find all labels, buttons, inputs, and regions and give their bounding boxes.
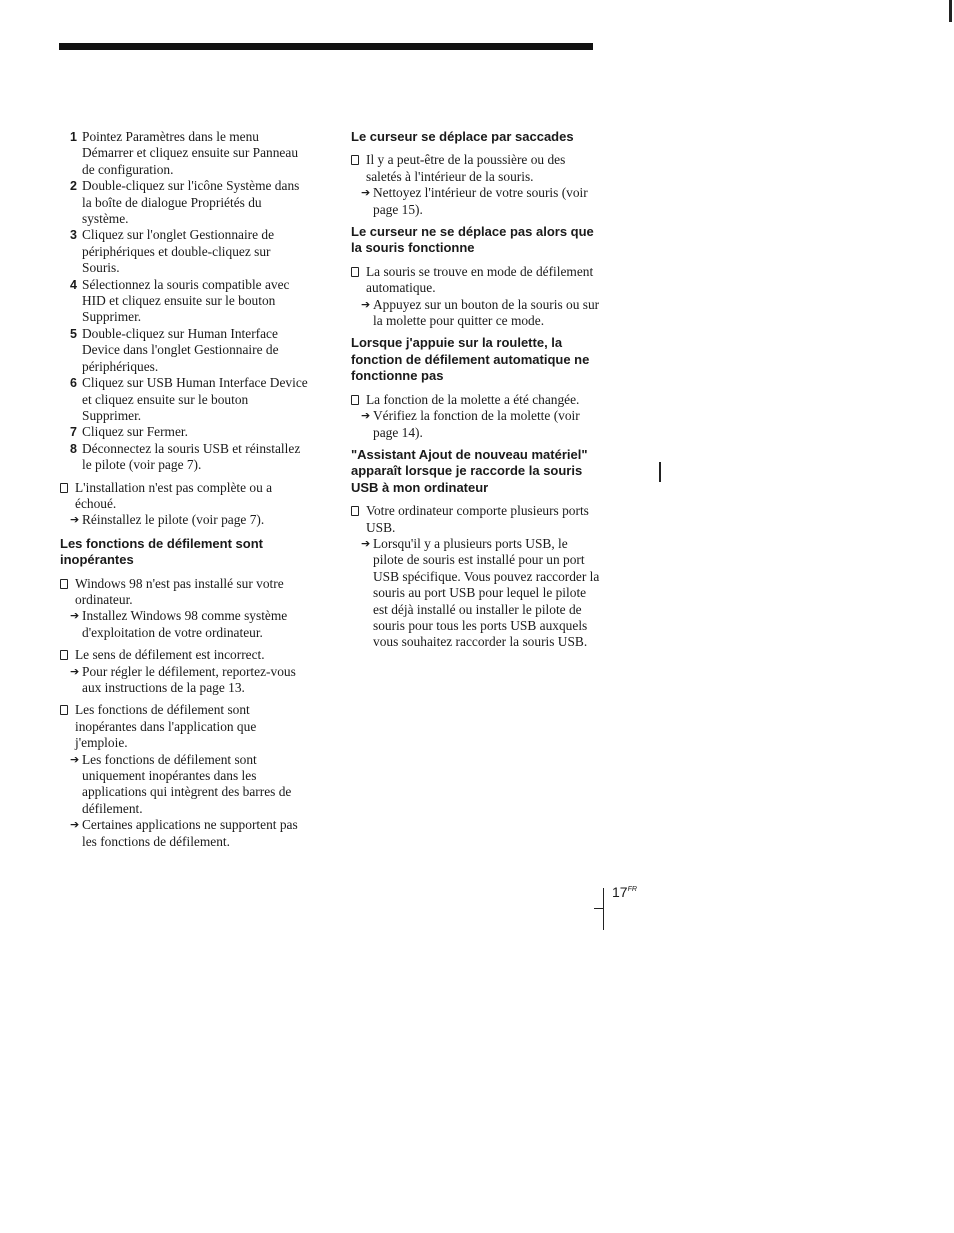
arrow-right-icon: ➔ bbox=[361, 409, 371, 423]
right-column bbox=[351, 129, 601, 651]
checkbox-square-icon bbox=[351, 506, 359, 516]
step-number: 1 bbox=[70, 130, 77, 144]
checkbox-square-icon bbox=[60, 483, 68, 493]
problem-text: Le sens de défilement est incorrect. bbox=[75, 647, 265, 663]
header-rule bbox=[59, 43, 593, 50]
solution-item bbox=[60, 664, 310, 697]
step-text: Cliquez sur Fermer. bbox=[82, 424, 188, 440]
solution-item bbox=[351, 185, 601, 218]
step-item bbox=[60, 178, 310, 227]
page-marker-tick bbox=[594, 908, 603, 909]
problem-text: L'installation n'est pas complète ou a échoué. bbox=[75, 479, 273, 511]
solution-text: Certaines applications ne supportent pas les fonctions de défilement. bbox=[82, 817, 298, 849]
step-item bbox=[60, 441, 310, 474]
crop-mark bbox=[659, 462, 661, 482]
problem-item bbox=[351, 152, 601, 185]
solution-text: Appuyez sur un bouton de la souris ou sur la molette pour quitter ce mode. bbox=[373, 296, 600, 329]
edge-mark bbox=[949, 0, 952, 22]
problem-item bbox=[351, 503, 601, 536]
step-text: Cliquez sur USB Human Interface Device et cliquez ensuite sur le bouton Supprimer. bbox=[82, 375, 308, 423]
step-number: 7 bbox=[70, 425, 77, 440]
left-column bbox=[60, 129, 310, 850]
step-item bbox=[60, 227, 310, 276]
solution-item bbox=[60, 752, 310, 818]
section-heading: "Assistant Ajout de nouveau matériel" apparaît lorsque je raccorde la souris USB à mon ordinateur bbox=[351, 446, 588, 495]
step-item bbox=[60, 424, 310, 440]
arrow-right-icon: ➔ bbox=[361, 297, 371, 311]
step-number: 3 bbox=[70, 228, 77, 243]
solution-text: Nettoyez l'intérieur de votre souris (voir page 15). bbox=[373, 185, 588, 217]
procedure-steps bbox=[60, 129, 310, 474]
step-number: 6 bbox=[70, 376, 77, 391]
solution-text: Pour régler le défilement, reportez-vous aux instructions de la page 13. bbox=[82, 663, 296, 695]
solution-item bbox=[60, 817, 310, 850]
step-text: Pointez Paramètres dans le menu Démarrer et cliquez ensuite sur Panneau de configuration. bbox=[82, 129, 299, 177]
arrow-right-icon: ➔ bbox=[70, 818, 80, 832]
problem-text: Il y a peut-être de la poussière ou des saletés à l'intérieur de la souris. bbox=[366, 152, 566, 184]
problem-item bbox=[60, 702, 310, 751]
solution-text: Vérifiez la fonction de la molette (voir page 14). bbox=[373, 408, 580, 440]
solution-text: Lorsqu'il y a plusieurs ports USB, le pilote de souris est installé pour un port USB spécifique. Vous pouvez raccorder la souris au port USB pour lequel le pilote est déjà installé ou installer le pilote de souris pour tous les ports USB auxquels vous souhaitez raccorder la souris USB. bbox=[373, 535, 600, 650]
solution-item bbox=[351, 297, 601, 330]
arrow-right-icon: ➔ bbox=[70, 513, 80, 527]
solution-text: Installez Windows 98 comme système d'exploitation de votre ordinateur. bbox=[82, 608, 288, 640]
step-number: 4 bbox=[70, 277, 77, 292]
problem-item bbox=[60, 576, 310, 609]
arrow-right-icon: ➔ bbox=[70, 752, 80, 766]
checkbox-square-icon bbox=[60, 650, 68, 660]
checkbox-square-icon bbox=[60, 705, 68, 715]
solution-item bbox=[351, 536, 601, 651]
problem-text: La fonction de la molette a été changée. bbox=[366, 391, 580, 407]
language-code: FR bbox=[627, 886, 637, 893]
problem-item bbox=[351, 264, 601, 297]
arrow-right-icon: ➔ bbox=[361, 186, 371, 200]
checkbox-square-icon bbox=[351, 395, 359, 405]
problem-item bbox=[351, 392, 601, 408]
step-text: Double-cliquez sur Human Interface Device dans l'onglet Gestionnaire de périphériques. bbox=[82, 325, 279, 374]
section-heading: Lorsque j'appuie sur la roulette, la fonction de défilement automatique ne fonctionne pas bbox=[351, 335, 590, 384]
step-text: Déconnectez la souris USB et réinstallez le pilote (voir page 7). bbox=[82, 440, 301, 473]
solution-text: Les fonctions de défilement sont uniquement inopérantes dans les applications qui intègrent des barres de défilement. bbox=[82, 751, 292, 816]
page-number bbox=[612, 884, 637, 900]
step-text: Sélectionnez la souris compatible avec HID et cliquez ensuite sur le bouton Supprimer. bbox=[82, 276, 290, 325]
arrow-right-icon: ➔ bbox=[361, 536, 371, 550]
step-text: Double-cliquez sur l'icône Système dans la boîte de dialogue Propriétés du système. bbox=[82, 178, 300, 227]
solution-text: Réinstallez le pilote (voir page 7). bbox=[82, 512, 265, 528]
step-text: Cliquez sur l'onglet Gestionnaire de périphériques et double-cliquez sur Souris. bbox=[82, 227, 275, 276]
step-number: 5 bbox=[70, 326, 77, 341]
step-item bbox=[60, 375, 310, 424]
section-heading: Les fonctions de défilement sont inopérantes bbox=[60, 535, 263, 568]
step-item bbox=[60, 129, 310, 178]
page-marker-line bbox=[603, 888, 604, 930]
problem-item bbox=[60, 480, 310, 513]
problem-item bbox=[60, 647, 310, 663]
page-number-value: 17 bbox=[612, 884, 628, 900]
step-item bbox=[60, 277, 310, 326]
section-heading: Le curseur ne se déplace pas alors que la souris fonctionne bbox=[351, 224, 594, 256]
checkbox-square-icon bbox=[60, 579, 68, 589]
step-number: 2 bbox=[70, 179, 77, 194]
problem-text: Votre ordinateur comporte plusieurs ports USB. bbox=[366, 503, 589, 535]
problem-text: Windows 98 n'est pas installé sur votre ordinateur. bbox=[75, 575, 284, 607]
step-item bbox=[60, 326, 310, 375]
solution-item bbox=[60, 512, 310, 528]
arrow-right-icon: ➔ bbox=[70, 609, 80, 623]
checkbox-square-icon bbox=[351, 267, 359, 277]
step-number: 8 bbox=[70, 441, 77, 456]
problem-text: La souris se trouve en mode de défilement automatique. bbox=[366, 263, 594, 296]
arrow-right-icon: ➔ bbox=[70, 664, 80, 678]
solution-item bbox=[351, 408, 601, 441]
section-heading: Le curseur se déplace par saccades bbox=[351, 129, 574, 144]
problem-text: Les fonctions de défilement sont inopérantes dans l'application que j'emploie. bbox=[75, 702, 257, 751]
checkbox-square-icon bbox=[351, 155, 359, 165]
solution-item bbox=[60, 608, 310, 641]
